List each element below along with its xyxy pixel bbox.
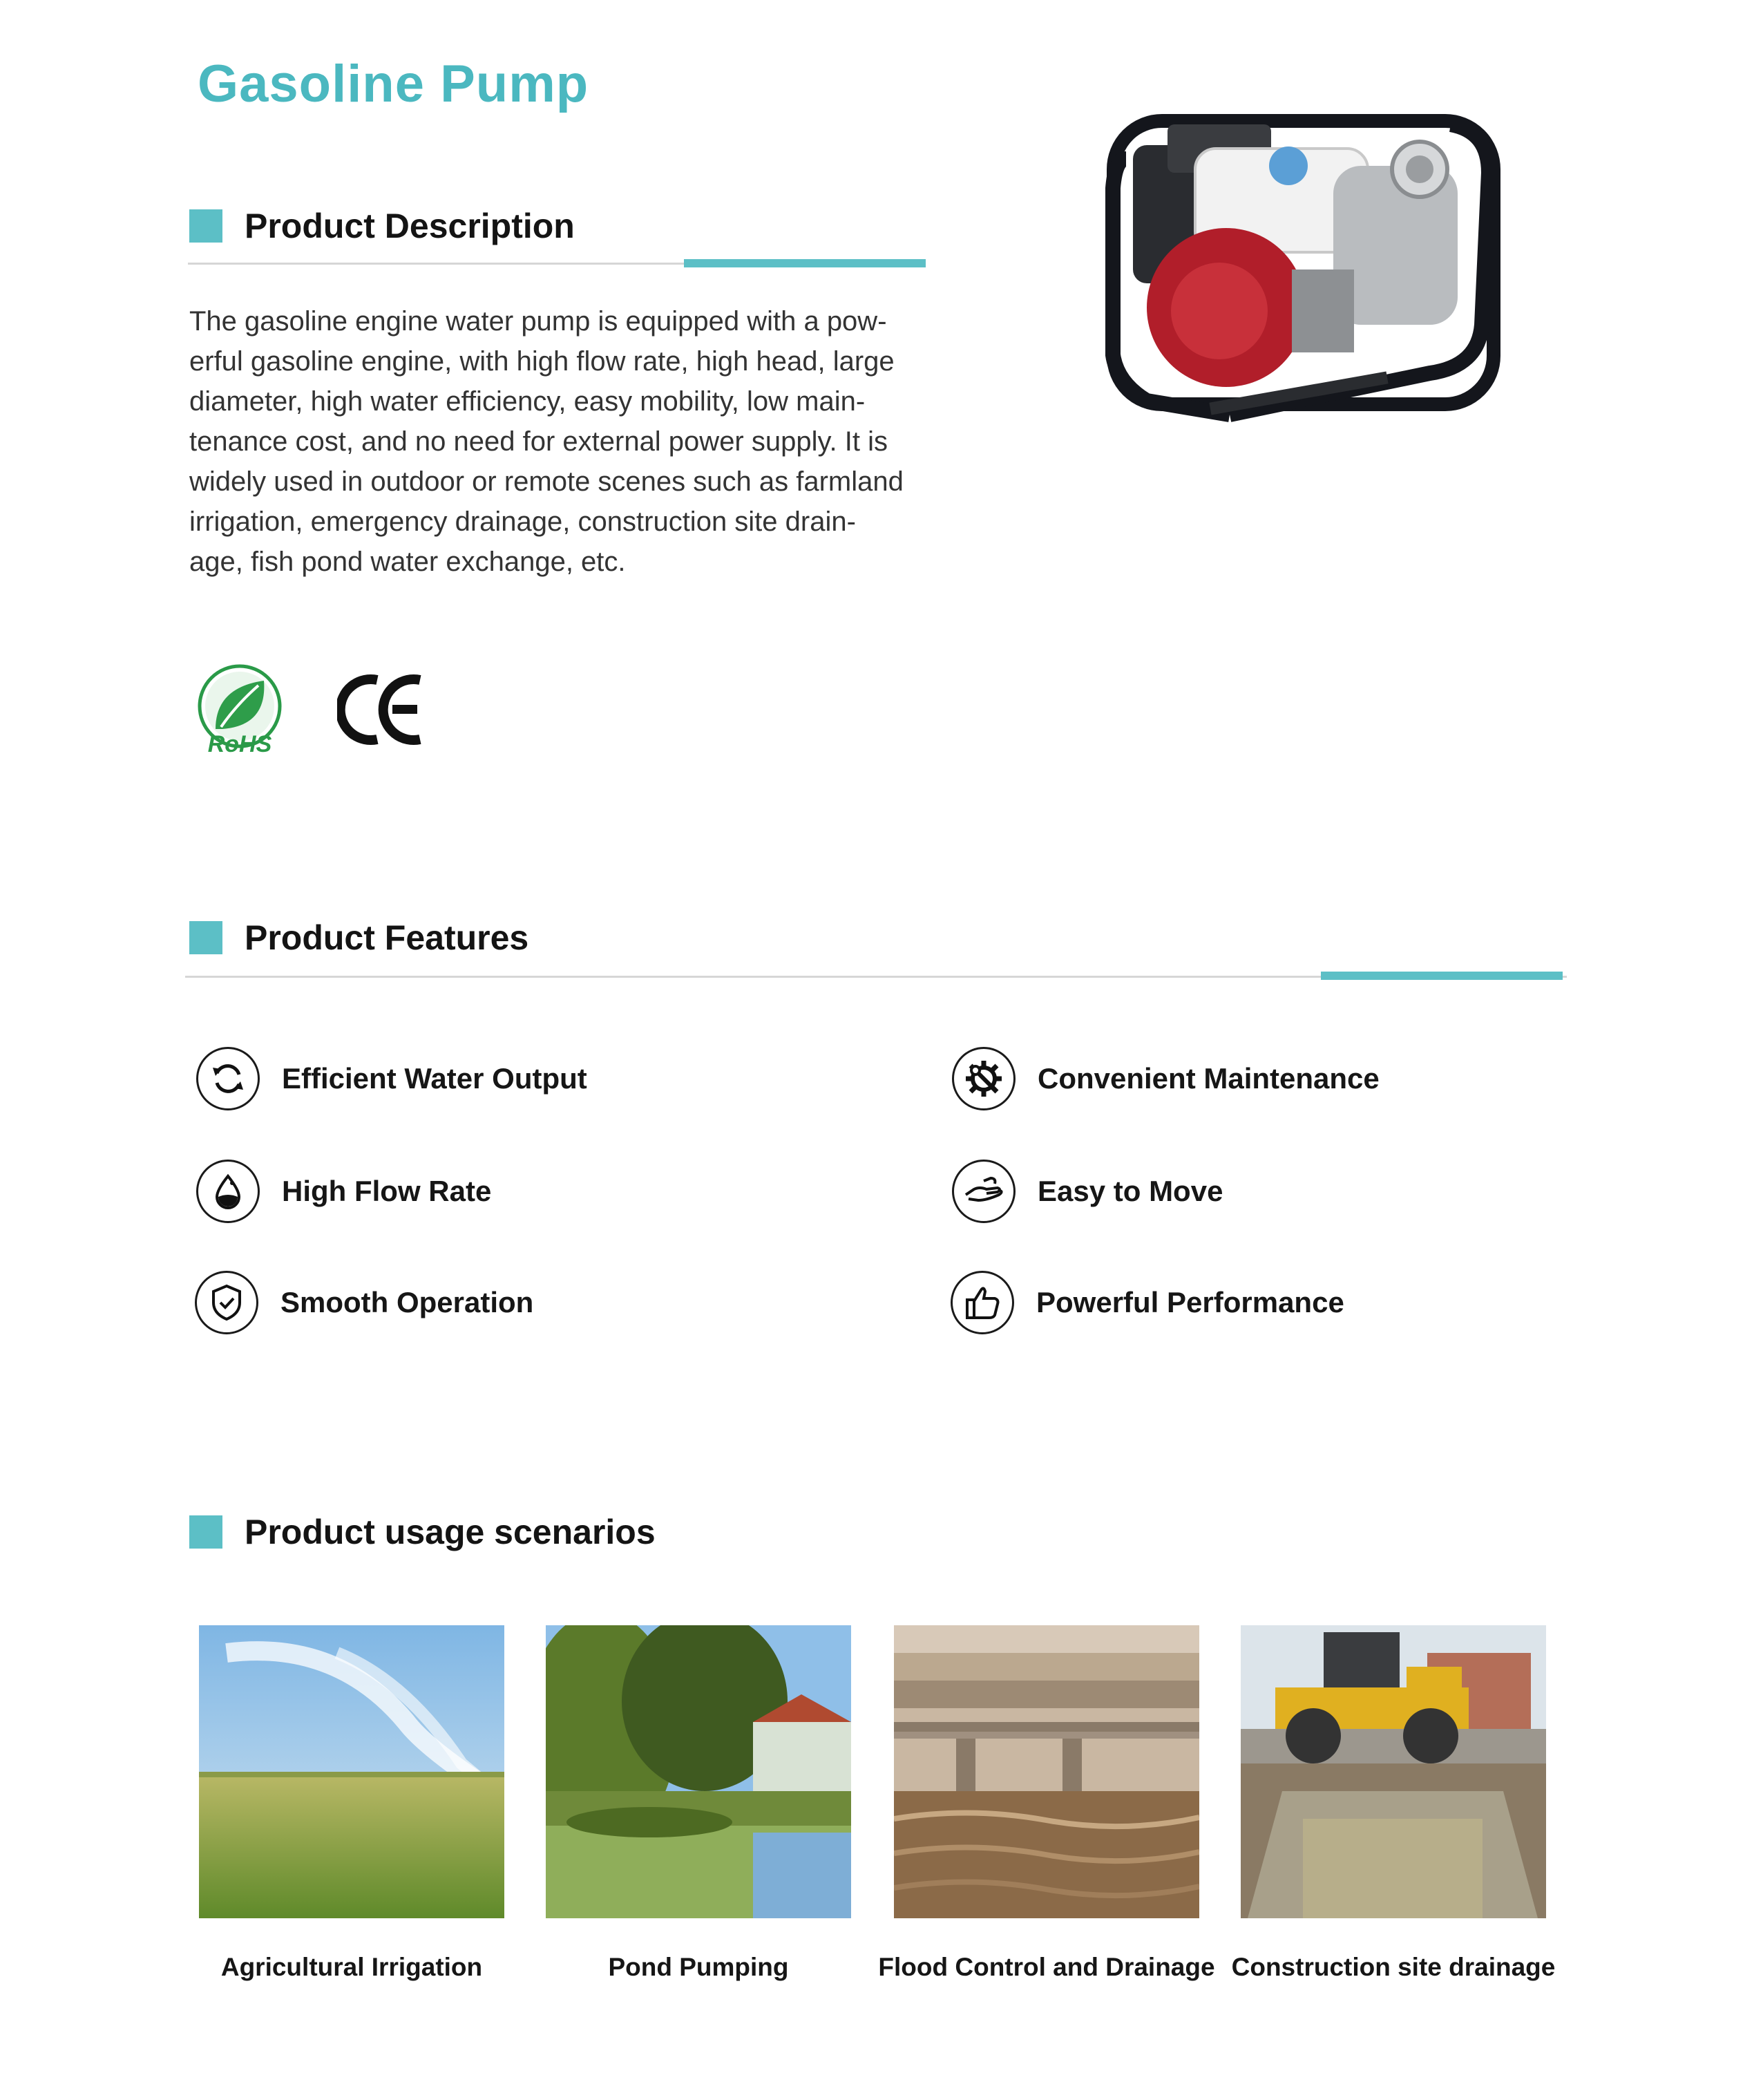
description-line: tenance cost, and no need for external power supply. It is [189, 426, 888, 457]
section-marker [189, 921, 222, 954]
scenario-caption: Agricultural Irrigation [220, 1953, 483, 1981]
field-sprinkler-photo [199, 1625, 504, 1918]
feature-item [196, 1160, 491, 1223]
product-image [1105, 83, 1506, 442]
shield-check-icon [195, 1271, 258, 1334]
construction-pit-photo [1241, 1625, 1546, 1918]
thumbs-up-icon [951, 1271, 1014, 1334]
divider-accent [1321, 972, 1563, 980]
water-drop-icon [196, 1160, 260, 1223]
feature-item [952, 1047, 1380, 1110]
gear-wrench-icon [952, 1047, 1016, 1110]
rohs-text: RoHS [207, 731, 272, 757]
description-line: erful gasoline engine, with high flow rate, high head, large [189, 346, 895, 377]
feature-label: High Flow Rate [282, 1175, 492, 1207]
page-title: Gasoline Pump [198, 55, 589, 113]
section-marker [189, 209, 222, 243]
description-line: The gasoline engine water pump is equipped with a pow- [189, 306, 887, 337]
description-line: age, fish pond water exchange, etc. [189, 547, 626, 577]
feature-item [952, 1160, 1223, 1223]
section-marker [189, 1515, 222, 1549]
feature-item [195, 1271, 533, 1334]
scenario-caption: Pond Pumping [608, 1953, 789, 1981]
feature-label: Easy to Move [1038, 1175, 1223, 1207]
rohs-logo [195, 663, 285, 757]
description-heading-text: Product Description [245, 207, 575, 245]
feature-label: Convenient Maintenance [1038, 1062, 1380, 1095]
divider-accent [684, 259, 926, 267]
description-line: irrigation, emergency drainage, construction site drain- [189, 507, 856, 537]
description-text [189, 301, 935, 582]
feature-item [196, 1047, 587, 1110]
feature-label: Efficient Water Output [282, 1062, 587, 1095]
feature-label: Powerful Performance [1036, 1286, 1344, 1318]
description-line: widely used in outdoor or remote scenes such as farmland [189, 466, 904, 497]
feature-item [951, 1271, 1344, 1334]
hand-icon [952, 1160, 1016, 1223]
scenarios-heading [189, 1512, 656, 1552]
refresh-icon [196, 1047, 260, 1110]
scenarios-heading-text: Product usage scenarios [245, 1513, 656, 1551]
flooded-river-photo [894, 1625, 1199, 1918]
scenario-caption: Flood Control and Drainage [878, 1953, 1215, 1981]
feature-label: Smooth Operation [280, 1286, 534, 1318]
features-heading [189, 918, 528, 958]
features-heading-text: Product Features [245, 918, 529, 957]
description-heading [189, 206, 575, 246]
description-line: diameter, high water efficiency, easy mobility, low main- [189, 386, 866, 417]
ce-logo [337, 672, 426, 748]
pond-photo [546, 1625, 851, 1918]
scenario-caption: Construction site drainage [1231, 1953, 1556, 1981]
